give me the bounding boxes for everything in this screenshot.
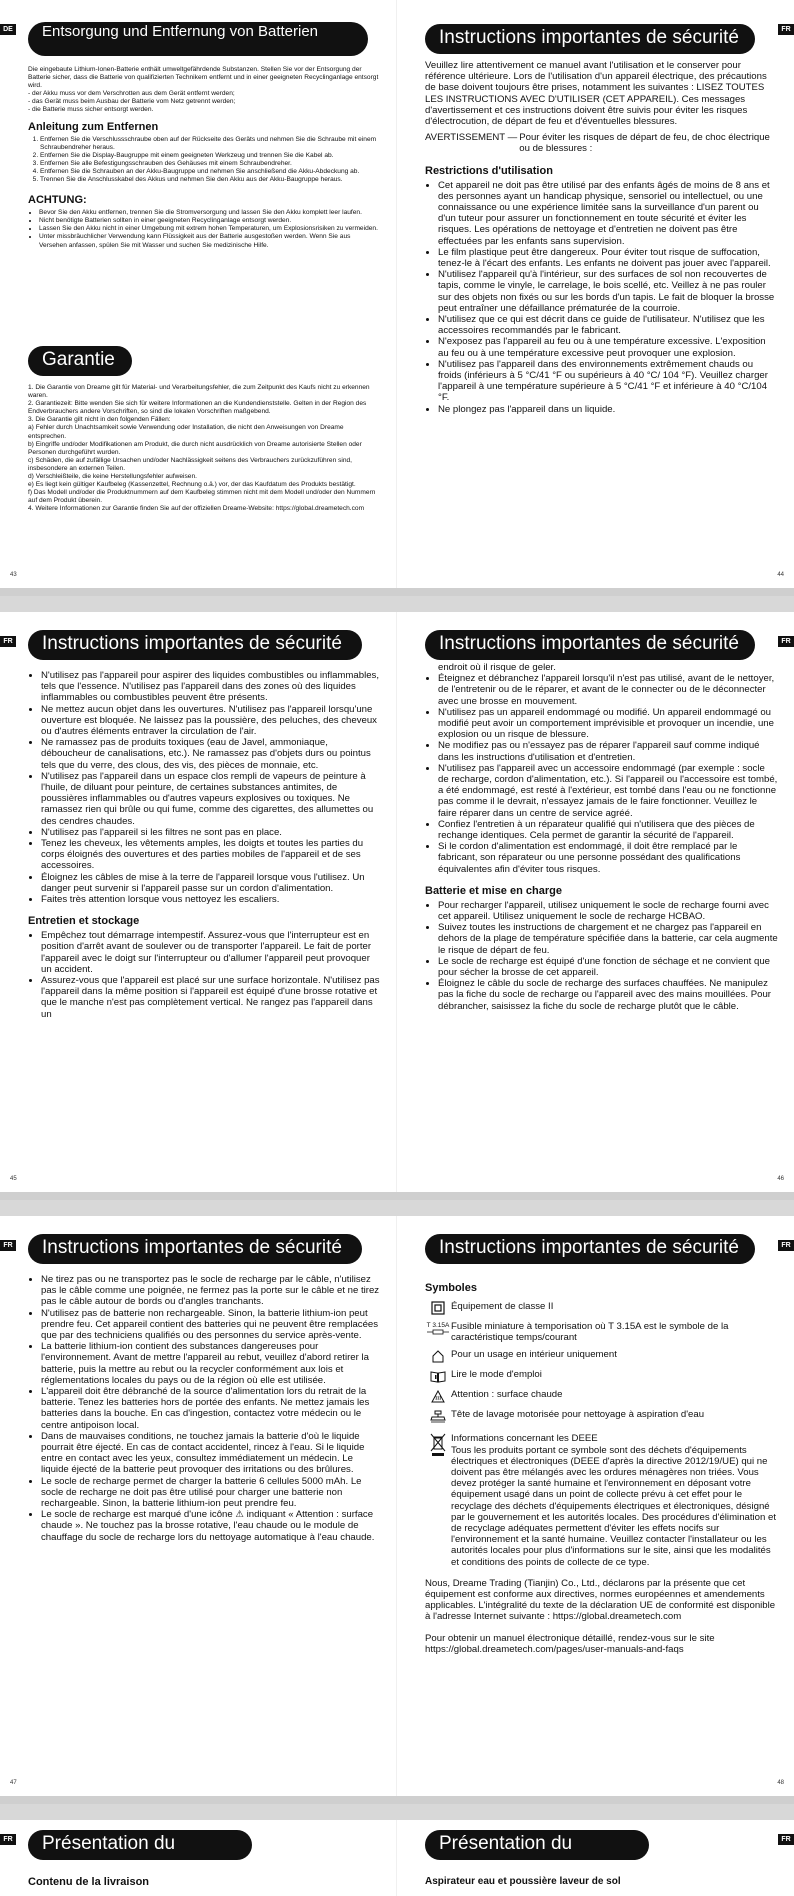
list-item: • Nicht benötigte Batterien sollten in einer geeigneten Recyclinganlage entsorgt werden. <box>39 217 380 225</box>
book-icon <box>425 1369 451 1383</box>
list-item: • Ne mettez aucun objet dans les ouvertures. N'utilisez pas l'appareil lorsqu'une ouverture est bloquée. Ne laissez pas la poussière, des peluches, des cheveux ou d'autres éléments entraver la circulation de l'air. <box>41 704 380 738</box>
garantie-title: Garantie <box>28 346 132 376</box>
list-item: • N'utilisez pas l'appareil si les filtres ne sont pas en place. <box>41 827 380 838</box>
language-tag: FR <box>778 1240 794 1251</box>
crossed-bin-icon <box>425 1433 451 1461</box>
list-item: 5. Trennen Sie die Anschlusskabel des Akkus und nehmen Sie den Akku aus der Akku-Baugruppe heraus. <box>40 176 380 184</box>
list-item: • N'utilisez pas l'appareil dans des environnements extrêmement chauds ou froids (inférieurs à 5 °C/41 °F ou supérieurs à 40 °C/ 104 °F). Veuillez charger l'appareil à une température supérieure à 5 °C/41 °F et inférieure à 40 °C/104 °F. <box>438 359 778 404</box>
page-44 <box>397 0 794 588</box>
section-title: Présentation du produit <box>28 1830 252 1860</box>
spread-4 <box>0 1820 794 1896</box>
safety-section <box>425 662 778 1012</box>
list-item: • Le socle de recharge est marqué d'une icône ⚠ indiquant « Attention : surface chaude ». Ne touchez pas la brosse rotative, l'eau chaude ou le module de chauffage du socle de recharge lors du nettoyage automatique à l'eau chaude. <box>41 1509 380 1543</box>
intro-line: - die Batterie muss sicher entsorgt werden. <box>28 106 154 114</box>
page-number: 44 <box>777 572 784 578</box>
continued-text: endroit où il risque de geler. <box>438 662 556 673</box>
achtung-list <box>28 209 380 249</box>
list-item: • Cet appareil ne doit pas être utilisé par des enfants âgés de moins de 8 ans et des personnes ayant un handicap physique, sensoriel ou intellectuel, ou une connaissance ou une expérience limitée sans la surveillance d'un parent ou d'un tuteur pour assurer un fonctionnement en toute sécurité et éviter les risques. Les opérations de nettoyage et d'entretien ne doivent pas être effectuées par les enfants sans supervision. <box>438 180 778 247</box>
list-item: • Lassen Sie den Akku nicht in einer Umgebung mit extrem hohen Temperaturen, um Explosionsrisiken zu vermeiden. <box>39 225 380 233</box>
house-icon <box>425 1349 451 1363</box>
symbol-row <box>425 1301 778 1315</box>
list-item: • Empêchez tout démarrage intempestif. Assurez-vous que l'interrupteur est en position d'arrêt avant de soulever ou de transporter l'appareil. Le fait de porter l'appareil avec le doigt sur l'interrupteur ou d'allumer l'appareil peut provoquer un accident. <box>41 930 380 975</box>
page-divider <box>0 1192 794 1200</box>
list-item: • Éteignez et débranchez l'appareil lorsqu'il n'est pas utilisé, avant de le nettoyer, de l'entretenir ou de le réparer, et avant de le connecter ou de le déconnecter avec une brosse en mouvement. <box>438 673 778 707</box>
list-item: • N'exposez pas l'appareil au feu ou à une température excessive. L'exposition au feu ou à une température excessive peut provoquer une explosion. <box>438 336 778 358</box>
page-50 <box>397 1820 794 1896</box>
symbol-row <box>425 1349 778 1363</box>
list-item: • La batterie lithium-ion contient des substances dangereuses pour l'environnement. Avant de mettre l'appareil au rebut, veuillez d'abord retirer la batterie, puis la mettre au rebut ou la recycler conformément aux lois et réglementations locales du pays ou de la région où elle est utilisée. <box>41 1341 380 1386</box>
spread-3 <box>0 1216 794 1796</box>
page-43 <box>0 0 397 588</box>
garantie-line: 3. Die Garantie gilt nicht in den folgenden Fällen: <box>28 416 171 424</box>
list-item: • N'utilisez pas l'appareil pour aspirer des liquides combustibles ou inflammables, tels que l'essence. N'utilisez pas l'appareil dans des zones où des liquides inflammables ou combustibles peuvent être présents. <box>41 670 380 704</box>
contents-subheading: Contenu de la livraison <box>28 1876 150 1888</box>
batterie-list <box>425 900 778 1012</box>
page-48 <box>397 1216 794 1796</box>
symbol-text: Tête de lavage motorisée pour nettoyage à aspiration d'eau <box>451 1409 705 1421</box>
symbols-section <box>425 1276 778 1655</box>
section-title: Présentation du produit <box>425 1830 649 1860</box>
garantie-line: f) Das Modell und/oder die Produktnummern auf dem Kaufbeleg stimmen nicht mit dem Modell und/oder den Nummern auf dem Produkt überein. <box>28 489 376 505</box>
page-number: 47 <box>10 1780 17 1786</box>
list-item: • Unter missbräuchlicher Verwendung kann Flüssigkeit aus der Batterie ausgestoßen werden. Wenn Sie aus Versehen anfassen, spülen Sie mit Wasser und suchen Sie medizinische Hilfe. <box>39 233 380 249</box>
page-number: 43 <box>10 572 17 578</box>
entretien-heading: Entretien et stockage <box>28 915 140 928</box>
language-tag: FR <box>778 1834 794 1845</box>
symbol-text: Pour un usage en intérieur uniquement <box>451 1349 617 1361</box>
intro-text: Veuillez lire attentivement ce manuel avant l'utilisation et le conserver pour référence ultérieure. Lors de l'utilisation d'un appareil électrique, des précautions de base doivent toujours être prises, notamment les suivantes : LISEZ TOUTES LES INSTRUCTIONS AVEC D'UTILISER (CET APPAREIL). Ces messages d'avertissement et ces instructions doivent être suivis pour éviter les risques d'électrocution, de départ de feu et d'éventuelles blessures. <box>425 60 767 128</box>
double-square-icon <box>425 1301 451 1315</box>
warning-text: Pour éviter les risques de départ de feu, de choc électrique ou de blessures : <box>519 132 770 155</box>
restrictions-heading: Restrictions d'utilisation <box>425 164 553 177</box>
list-item: 1. Entfernen Sie die Verschlussschraube oben auf der Rückseite des Geräts und nehmen Sie die Schraube mit einem Schraubendreher heraus. <box>40 136 380 152</box>
safety-list <box>28 1274 380 1543</box>
page-number: 46 <box>777 1176 784 1182</box>
removal-steps <box>28 136 380 185</box>
symbol-text: Attention : surface chaude <box>451 1389 563 1401</box>
achtung-heading: ACHTUNG: <box>28 194 87 207</box>
symbol-text: Équipement de classe II <box>451 1301 554 1312</box>
manual-text: Pour obtenir un manuel électronique détaillé, rendez-vous sur le site https://global.dreametech.com/pages/user-manuals-and-faqs <box>425 1632 715 1655</box>
list-item: • Dans de mauvaises conditions, ne touchez jamais la batterie d'où le liquide pourrait être éjecté. En cas de contact accidentel, rincez à l'eau. Si le liquide entre en contact avec les yeux, consultez immédiatement un médecin. Le liquide éjecté de la batterie peut provoquer des irritations ou des brûlures. <box>41 1431 380 1476</box>
garantie-line: e) Es liegt kein gültiger Kaufbeleg (Kassenzettel, Rechnung o.ä.) vor, der das Kaufdatum des Produkts bestätigt. <box>28 481 356 489</box>
list-item: • Le socle de recharge est équipé d'une fonction de séchage et ne convient que pour sécher la brosse de cet appareil. <box>438 956 778 978</box>
list-item: • N'utilisez pas l'appareil avec un accessoire endommagé (par exemple : socle de recharge, cordon d'alimentation, etc.). Si l'appareil ou l'accessoire est tombé, a été endommagé, est resté à l'extérieur, est tombé dans l'eau ou ne fonctionne pas comme il le devrait, n'essayez jamais de le faire fonctionner. Veuillez le faire réparer dans un centre de service agréé. <box>438 763 778 819</box>
list-item: • Confiez l'entretien à un réparateur qualifié qui n'utilisera que des pièces de rechange identiques. Cela permet de garantir la sécurité de l'appareil. <box>438 819 778 841</box>
garantie-line: 1. Die Garantie von Dreame gilt für Material- und Verarbeitungsfehler, die zum Zeitpunkt des Kaufs nicht zu erkennen waren. <box>28 384 370 400</box>
list-item: 4. Entfernen Sie die Schrauben an der Akku-Baugruppe und nehmen Sie anschließend die Akku-Abdeckung ab. <box>40 168 380 176</box>
entretien-list <box>28 930 380 1020</box>
garantie-line: 2. Garantiezeit: Bitte wenden Sie sich für weitere Informationen an die Kundendienststelle. Gelten in der Region des Endverbrauchers andere Vorschriften, so sind die lokalen Vorschriften maßgebend. <box>28 400 367 416</box>
list-item: • Le socle de recharge permet de charger la batterie 6 cellules 5000 mAh. Le socle de recharge ne doit pas être utilisé pour charger une batterie non rechargeable. Sinon, la batterie lithium-ion peut prendre feu. <box>41 1476 380 1510</box>
product-subheading: Aspirateur eau et poussière laveur de sol <box>425 1876 621 1887</box>
hot-surface-icon <box>425 1389 451 1403</box>
fuse-icon: T 3.15A <box>425 1321 451 1335</box>
page-45 <box>0 612 397 1192</box>
section-title: Instructions importantes de sécurité <box>28 630 362 660</box>
safety-section <box>425 60 778 415</box>
list-item: • Ne ramassez pas de produits toxiques (eau de Javel, ammoniaque, déboucheur de canalisations, etc.). Ne ramassez pas d'objets durs ou pointus tels que du verre, des clous, des vis, des pièces de monnaie, etc. <box>41 737 380 771</box>
removal-heading: Anleitung zum Entfernen <box>28 120 159 133</box>
list-item: • Faites très attention lorsque vous nettoyez les escaliers. <box>41 894 380 905</box>
list-item: • Éloignez les câbles de mise à la terre de l'appareil lorsque vous l'utilisez. Un danger peut survenir si l'appareil passe sur un cordon d'alimentation. <box>41 872 380 894</box>
safety-section <box>28 1274 380 1543</box>
list-item: • N'utilisez pas de batterie non rechargeable. Sinon, la batterie lithium-ion peut prendre feu. Cet appareil contient des batteries qui ne peuvent être remplacées que par des techniciens qualifiés ou des personnes du service après-vente. <box>41 1308 380 1342</box>
list-item: • N'utilisez l'appareil qu'à l'intérieur, sur des surfaces de sol non recouvertes de tapis, comme le vinyle, le carrelage, le bois scellé, etc. Veillez à ne pas rouler sur des objets non fixés ou sur les bords d'un tapis. Le fait de bloquer la brosse peut entraîner une défaillance prématurée de la courroie. <box>438 269 778 314</box>
list-item: • L'appareil doit être débranché de la source d'alimentation lors du retrait de la batterie. Tenez les batteries hors de portée des enfants. Ne mettez jamais les batteries dans la bouche. En cas d'ingestion, contactez votre médecin ou le centre antipoison local. <box>41 1386 380 1431</box>
list-item: • Ne tirez pas ou ne transportez pas le socle de recharge par le câble, n'utilisez pas le câble comme une poignée, ne fermez pas la porte sur le câble et ne tirez pas le câble autour de bords ou d'angles tranchants. <box>41 1274 380 1308</box>
list-item: • Bevor Sie den Akku entfernen, trennen Sie die Stromversorgung und lassen Sie den Akku komplett leer laufen. <box>39 209 380 217</box>
declaration-text: Nous, Dreame Trading (Tianjin) Co., Ltd., déclarons par la présente que cet équipement est conforme aux directives, normes européennes et amendements applicables. L'intégralité du texte de la déclaration UE de conformité est disponible à l'adresse Internet suivante : https://global.dreametech.com <box>425 1577 776 1623</box>
page-number: 48 <box>777 1780 784 1786</box>
list-item: • Pour recharger l'appareil, utilisez uniquement le socle de recharge fourni avec cet appareil. Utilisez uniquement le socle de recharge HCBAO. <box>438 900 778 922</box>
nozzle-icon <box>425 1409 451 1423</box>
list-item: • Ne plongez pas l'appareil dans un liquide. <box>438 404 778 415</box>
section-title: Instructions importantes de sécurité <box>425 1234 755 1264</box>
batterie-heading: Batterie et mise en charge <box>425 884 562 897</box>
battery-removal-section <box>28 66 380 250</box>
language-tag: FR <box>0 1240 16 1251</box>
symbol-row <box>425 1369 778 1383</box>
section-title: Entsorgung und Entfernung von Batterien <box>28 22 368 56</box>
spread-1 <box>0 0 794 588</box>
page-47 <box>0 1216 397 1796</box>
list-item: • Tenez les cheveux, les vêtements amples, les doigts et toutes les parties du corps éloignés des ouvertures et des parties mobiles de l'appareil et de ses accessoires. <box>41 838 380 872</box>
list-item: 3. Entfernen Sie alle Befestigungsschrauben des Gehäuses mit einem Schraubendreher. <box>40 160 380 168</box>
page-divider <box>0 1796 794 1804</box>
safety-list <box>425 673 778 875</box>
symbol-text: Fusible miniature à temporisation où T 3.15A est le symbole de la caractéristique temps/courant <box>451 1321 729 1344</box>
weee-title: Informations concernant les DEEE <box>451 1433 598 1445</box>
list-item: • Assurez-vous que l'appareil est placé sur une surface horizontale. N'utilisez pas l'appareil dans la même position si l'appareil est équipé d'une brosse rotative et que le manche n'est pas complètement vertical. Ne rangez pas l'appareil dans un <box>41 975 380 1020</box>
garantie-line: 4. Weitere Informationen zur Garantie finden Sie auf der offiziellen Dreame-Website: https://global.dreametech.com <box>28 505 365 513</box>
symbol-row <box>425 1389 778 1403</box>
garantie-section <box>28 384 380 514</box>
symbol-text: Lire le mode d'emploi <box>451 1369 542 1381</box>
page-46 <box>397 612 794 1192</box>
language-tag: FR <box>778 636 794 647</box>
intro-text: Die eingebaute Lithium-Ionen-Batterie enthält umweltgefährdende Substanzen. Stellen Sie vor der Entsorgung der Batterie sicher, dass die Batterie von qualifizierten Technikern entfernt und in einer geeigneten Recyclinganlage entsorgt wird. <box>28 66 379 90</box>
intro-line: - das Gerät muss beim Ausbau der Batterie vom Netz getrennt werden; <box>28 98 236 106</box>
list-item: • N'utilisez pas un appareil endommagé ou modifié. Un appareil endommagé ou modifié peut avoir un comportement imprévisible et provoquer un incendie, une explosion ou un risque de blessure. <box>438 707 778 741</box>
list-item: • N'utilisez que ce qui est décrit dans ce guide de l'utilisateur. N'utilisez que les accessoires recommandés par le fabricant. <box>438 314 778 336</box>
section-title: Instructions importantes de sécurité <box>425 630 755 660</box>
page-number: 45 <box>10 1176 17 1182</box>
warning-row <box>425 132 778 154</box>
list-item: 2. Entfernen Sie die Display-Baugruppe mit einem geeigneten Werkzeug und trennen Sie die Kabel ab. <box>40 152 380 160</box>
garantie-line: b) Eingriffe und/oder Modifikationen am Produkt, die durch nicht ausdrücklich von Dreame autorisierte Stellen oder Personen durchgeführt wurden. <box>28 440 362 456</box>
weee-text: Tous les produits portant ce symbole sont des déchets d'équipements électriques et électroniques (DEEE d'après la directive 2012/19/UE) qui ne doivent pas être mélangés avec les ordures ménagères non triées. Vous devez protéger la santé humaine et l'environnement en déposant votre équipement usagé dans un point de collecte prévu à cet effet pour le recyclage des déchets d'équipements électriques et électroniques, désigné par le gouvernement et les autorités locales. Des procédures d'élimination et de recyclage adéquates permettent d'éviter les effets nocifs sur l'environnement et la santé humaine. Veuillez contacter l'installateur ou les autorités locales pour plus d'informations sur le site, ainsi que les modalités et conditions des points de collecte de ce type. <box>451 1444 776 1568</box>
garantie-line: c) Schäden, die auf zufällige Ursachen und/oder Nachlässigkeit seitens des Verbrauchers zurückzuführen sind, insbesondere an externen Teilen. <box>28 456 353 472</box>
list-item: • Suivez toutes les instructions de chargement et ne chargez pas l'appareil en dehors de la plage de température spécifiée dans la batterie, car cela augmente le risque de départ de feu. <box>438 922 778 956</box>
language-tag: FR <box>778 24 794 35</box>
list-item: • Ne modifiez pas ou n'essayez pas de réparer l'appareil sauf comme indiqué dans les instructions d'utilisation et d'entretien. <box>438 740 778 762</box>
spread-2 <box>0 612 794 1192</box>
warning-label: AVERTISSEMENT — <box>425 132 518 144</box>
list-item: • Si le cordon d'alimentation est endommagé, il doit être remplacé par le fabricant, son réparateur ou une personne possédant des qualifications équivalentes afin d'éviter tous risques. <box>438 841 778 875</box>
safety-list <box>28 670 380 905</box>
language-tag: FR <box>0 636 16 647</box>
page-49 <box>0 1820 397 1896</box>
page-divider <box>0 588 794 596</box>
intro-line: - der Akku muss vor dem Verschrotten aus dem Gerät entfernt werden; <box>28 90 235 98</box>
section-title: Instructions importantes de sécurité <box>28 1234 362 1264</box>
symbols-heading: Symboles <box>425 1282 477 1294</box>
list-item: • Le film plastique peut être dangereux. Pour éviter tout risque de suffocation, tenez-le à l'écart des enfants. Les enfants ne doivent pas jouer avec l'appareil. <box>438 247 778 269</box>
list-item: • N'utilisez pas l'appareil dans un espace clos rempli de vapeurs de peinture à l'huile, de diluant pour peinture, de certaines substances antimites, de poussières inflammables ou d'autres vapeurs explosives ou toxiques. Ne ramassez rien qui brûle ou qui fume, comme des cigarettes, des allumettes ou des cendres chaudes. <box>41 771 380 827</box>
weee-block <box>451 1433 778 1567</box>
section-title: Instructions importantes de sécurité <box>425 24 755 54</box>
restrictions-list <box>425 180 778 415</box>
garantie-line: d) Verschleißteile, die keine Herstellungsfehler aufweisen. <box>28 473 197 481</box>
safety-section <box>28 670 380 1020</box>
symbol-row <box>425 1409 778 1423</box>
garantie-line: a) Fehler durch Unachtsamkeit sowie Verwendung oder Installation, die nicht den Anweisungen von Dreame entsprechen. <box>28 424 344 440</box>
language-tag: DE <box>0 24 16 35</box>
symbol-row <box>425 1321 778 1343</box>
list-item: • Éloignez le câble du socle de recharge des surfaces chauffées. Ne manipulez pas la fiche du socle de recharge ou l'appareil avec des mains mouillées. Pour débrancher, saisissez la fiche du socle de recharge plutôt que le câble. <box>438 978 778 1012</box>
language-tag: FR <box>0 1834 16 1845</box>
weee-row <box>425 1433 778 1567</box>
